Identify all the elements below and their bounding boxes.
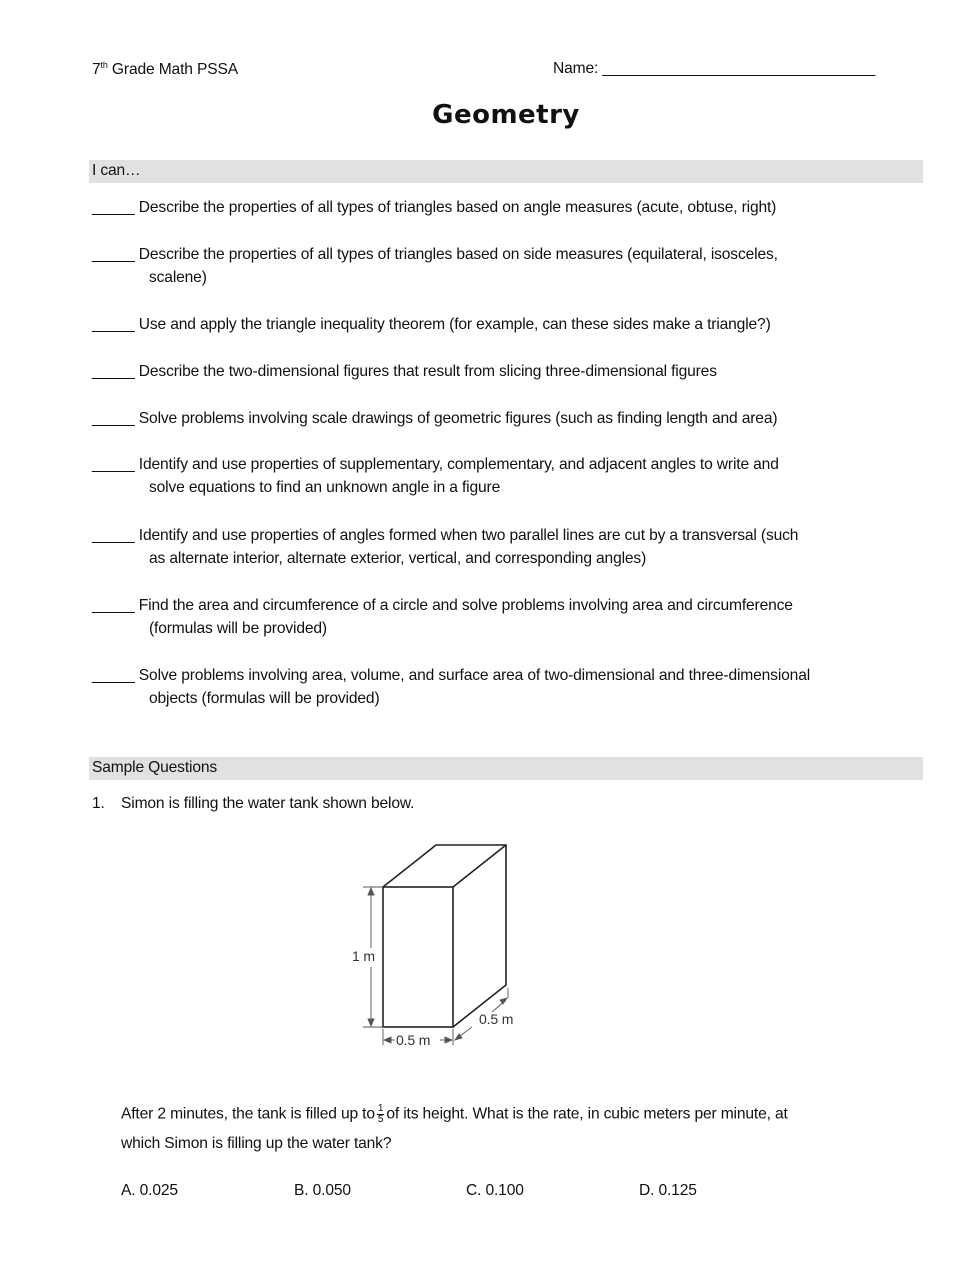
choice-d[interactable]: D. 0.125 xyxy=(639,1182,697,1199)
ican-item-text: Describe the properties of all types of triangles based on side measures (equilateral, isosceles, xyxy=(138,246,778,263)
question-1-prompt-line2: which Simon is filling up the water tank? xyxy=(121,1135,392,1152)
ican-item-text-cont: scalene) xyxy=(149,269,207,286)
ican-item xyxy=(92,524,798,570)
checkbox-blank[interactable]: _____ xyxy=(92,199,139,216)
choice-a[interactable]: A. 0.025 xyxy=(121,1182,178,1199)
ican-item-text: Find the area and circumference of a circle and solve problems involving area and circumference xyxy=(138,597,793,614)
ican-item xyxy=(92,360,717,383)
ican-item-text: Describe the two-dimensional figures that result from slicing three-dimensional figures xyxy=(138,363,717,380)
name-field[interactable]: Name: ________________________________ xyxy=(553,60,876,77)
tank-front-face xyxy=(383,887,453,1027)
sample-section-header: Sample Questions xyxy=(89,757,923,780)
ican-section-header: I can… xyxy=(89,160,923,183)
water-tank-figure xyxy=(340,830,540,1060)
ican-item-text-cont: solve equations to find an unknown angle in a figure xyxy=(149,479,501,496)
question-1-prompt: After 2 minutes, the tank is filled up to $\frac{1}{5}$ of its height. What is the rate, in cubic meters per minute, at xyxy=(121,1103,788,1125)
checkbox-blank[interactable]: _____ xyxy=(92,410,139,427)
checkbox-blank[interactable]: _____ xyxy=(92,667,139,684)
fraction-one-fifth: $\frac{1}{5}$ xyxy=(377,1103,384,1125)
choice-b[interactable]: B. 0.050 xyxy=(294,1182,351,1199)
ican-item xyxy=(92,594,793,640)
ican-item-text: Describe the properties of all types of triangles based on angle measures (acute, obtuse, right) xyxy=(138,199,777,216)
ican-item-text: Solve problems involving area, volume, and surface area of two-dimensional and three-dimensional xyxy=(138,667,811,684)
tank-edges xyxy=(383,845,506,1027)
ican-item-text-cont: (formulas will be provided) xyxy=(149,620,327,637)
choice-c[interactable]: C. 0.100 xyxy=(466,1182,524,1199)
ican-item xyxy=(92,196,776,219)
ican-item-text: Identify and use properties of supplementary, complementary, and adjacent angles to write and xyxy=(138,456,779,473)
question-1-number: 1. xyxy=(92,795,105,812)
checkbox-blank[interactable]: _____ xyxy=(92,456,139,473)
ican-item xyxy=(92,407,777,430)
ican-item-text: Solve problems involving scale drawings of geometric figures (such as finding length and area) xyxy=(138,410,778,427)
ican-item-text-cont: objects (formulas will be provided) xyxy=(149,690,380,707)
checkbox-blank[interactable]: _____ xyxy=(92,527,139,544)
ican-item xyxy=(92,243,778,289)
checkbox-blank[interactable]: _____ xyxy=(92,363,139,380)
question-1-stem: Simon is filling the water tank shown below. xyxy=(121,795,415,812)
ican-item-text: Identify and use properties of angles formed when two parallel lines are cut by a transversal (such xyxy=(138,527,799,544)
ican-item xyxy=(92,453,779,499)
ican-item xyxy=(92,664,810,710)
checkbox-blank[interactable]: _____ xyxy=(92,246,139,263)
height-label: 1 m xyxy=(352,948,375,964)
ican-item-text: Use and apply the triangle inequality theorem (for example, can these sides make a triangle?) xyxy=(138,316,771,333)
ican-item xyxy=(92,313,771,336)
checkbox-blank[interactable]: _____ xyxy=(92,597,139,614)
width-label: 0.5 m xyxy=(396,1032,431,1048)
depth-label: 0.5 m xyxy=(479,1011,514,1027)
course-label: 7th Grade Math PSSA xyxy=(92,60,238,79)
ican-item-text-cont: as alternate interior, alternate exterior, vertical, and corresponding angles) xyxy=(149,550,647,567)
page-title: Geometry xyxy=(432,100,580,130)
checkbox-blank[interactable]: _____ xyxy=(92,316,139,333)
